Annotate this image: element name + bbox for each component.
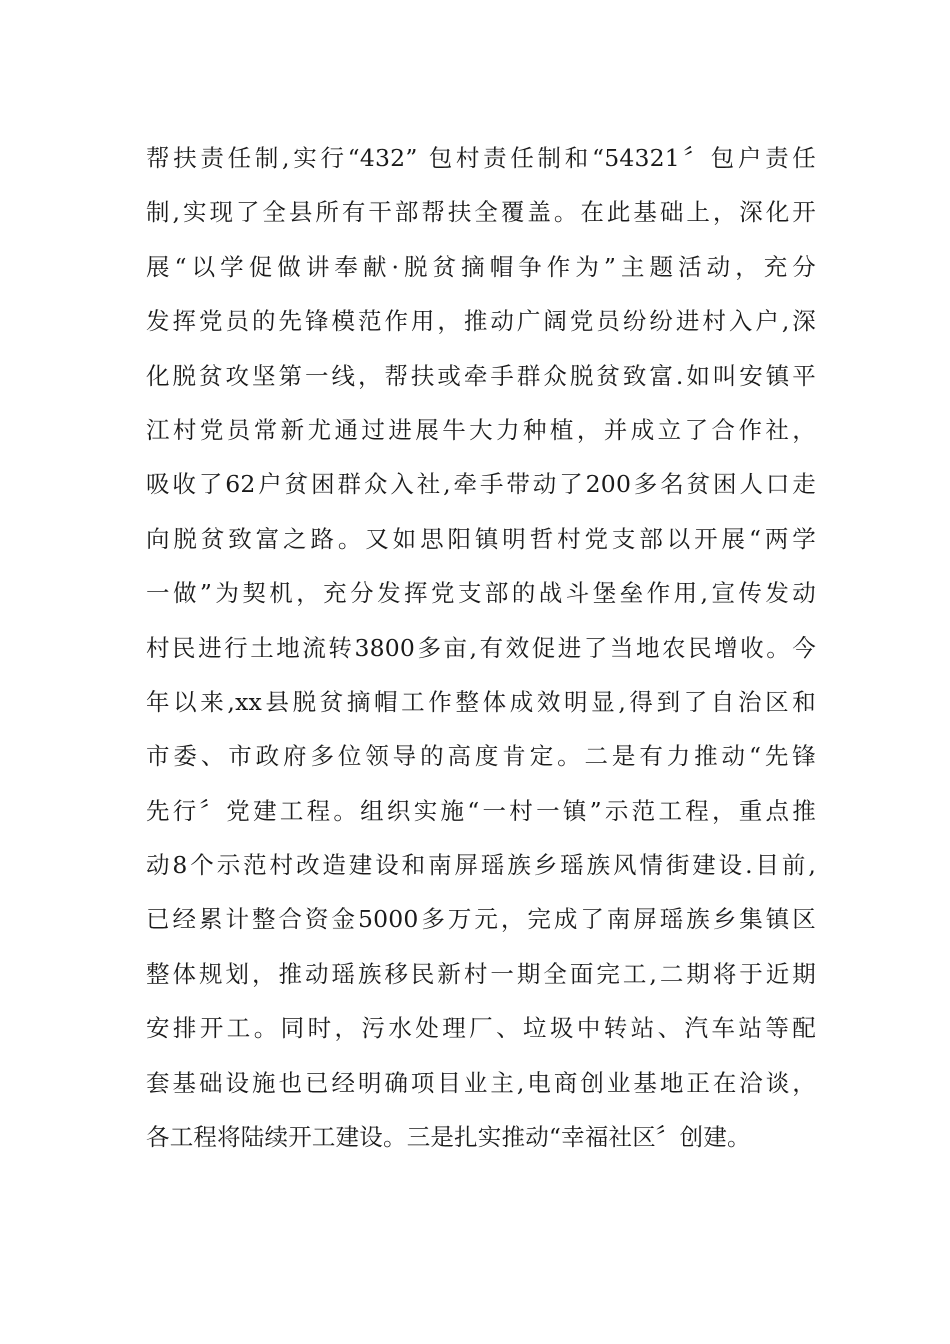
- text-line: 江村党员常新尤通过进展牛大力种植，并成立了合作社，: [146, 415, 816, 444]
- text-line: 年以来,xx县脱贫摘帽工作整体成效明显,得到了自治区和: [146, 687, 816, 716]
- body-text: [146, 131, 816, 1164]
- text-line: 套基础设施也已经明确项目业主,电商创业基地正在洽谈，: [146, 1068, 816, 1097]
- text-line: 制,实现了全县所有干部帮扶全覆盖。在此基础上，深化开: [146, 198, 816, 227]
- text-line: 帮扶责任制,实行“432” 包村责任制和“54321〞包户责任: [146, 144, 816, 172]
- text-line: 动8个示范村改造建设和南屏瑶族乡瑶族风情街建设.目前,: [146, 851, 816, 880]
- text-line: 已经累计整合资金5000多万元，完成了南屏瑶族乡集镇区: [146, 905, 816, 934]
- text-line: 整体规划，推动瑶族移民新村一期全面完工,二期将于近期: [146, 959, 816, 988]
- text-line: 发挥党员的先锋模范作用，推动广阔党员纷纷进村入户,深: [146, 307, 816, 336]
- text-line: 展“以学促做讲奉献·脱贫摘帽争作为”主题活动，充分: [146, 252, 816, 281]
- text-line: 向脱贫致富之路。又如思阳镇明哲村党支部以开展“两学: [146, 524, 816, 553]
- text-line: 各工程将陆续开工建设。三是扎实推动“幸福社区〞创建。: [146, 1123, 751, 1152]
- text-line: 一做”为契机，充分发挥党支部的战斗堡垒作用,宣传发动: [146, 579, 816, 608]
- text-line: 市委、市政府多位领导的高度肯定。二是有力推动“先锋: [146, 742, 816, 771]
- text-line: 安排开工。同时，污水处理厂、垃圾中转站、汽车站等配: [146, 1014, 816, 1043]
- text-line: 吸收了62户贫困群众入社,牵手带动了200多名贫困人口走: [146, 470, 816, 499]
- text-line: 村民进行土地流转3800多亩,有效促进了当地农民增收。今: [146, 633, 816, 662]
- text-line: 先行〞党建工程。组织实施“一村一镇”示范工程，重点推: [146, 796, 816, 825]
- text-line: 化脱贫攻坚第一线，帮扶或牵手群众脱贫致富.如叫安镇平: [146, 361, 816, 390]
